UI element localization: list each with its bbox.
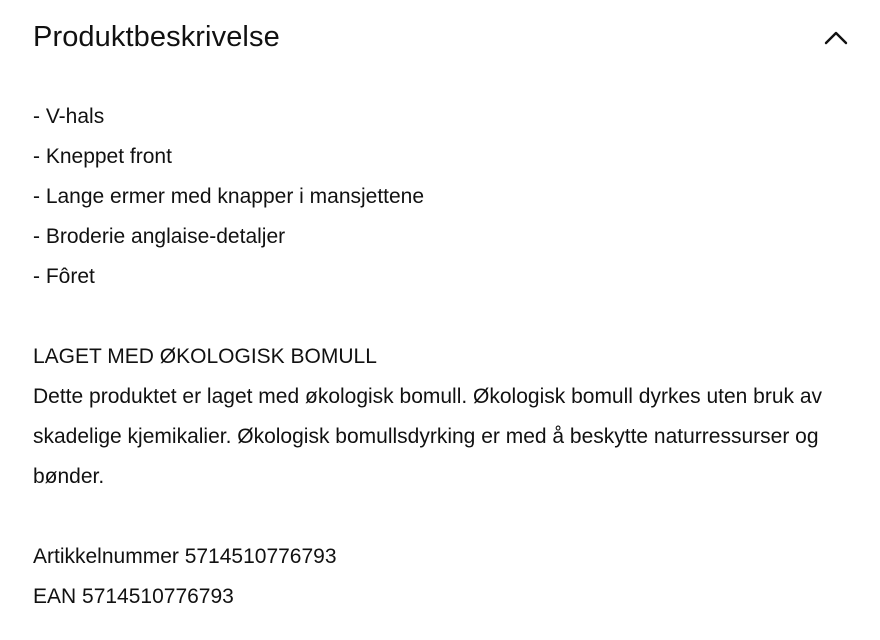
spacer bbox=[33, 497, 853, 537]
feature-item-lined: - Fôret bbox=[33, 265, 95, 288]
collapse-toggle-button[interactable] bbox=[820, 24, 852, 52]
article-number: Artikkelnummer 5714510776793 bbox=[33, 545, 337, 568]
accordion-title: Produktbeskrivelse bbox=[33, 21, 280, 53]
feature-item-long-sleeves: - Lange ermer med knapper i mansjettene bbox=[33, 185, 425, 208]
chevron-up-icon bbox=[824, 30, 848, 46]
organic-cotton-description: Dette produktet er laget med økologisk bomull. Økologisk bomull dyrkes uten bruk av skadelige kjemikalier. Økologisk bomullsdyrking er med å beskytte naturressurser og bønder. bbox=[33, 385, 823, 488]
feature-list bbox=[33, 97, 853, 297]
accordion-header[interactable] bbox=[0, 0, 880, 76]
ean-number: EAN 5714510776793 bbox=[33, 585, 234, 608]
feature-item-v-neck: - V-hals bbox=[33, 105, 105, 128]
spacer bbox=[33, 297, 853, 337]
feature-item-broderie-anglaise: - Broderie anglaise-detaljer bbox=[33, 225, 286, 248]
organic-cotton-heading: LAGET MED ØKOLOGISK BOMULL bbox=[33, 345, 377, 368]
feature-item-button-front: - Kneppet front bbox=[33, 145, 172, 168]
accordion-content bbox=[33, 97, 853, 617]
